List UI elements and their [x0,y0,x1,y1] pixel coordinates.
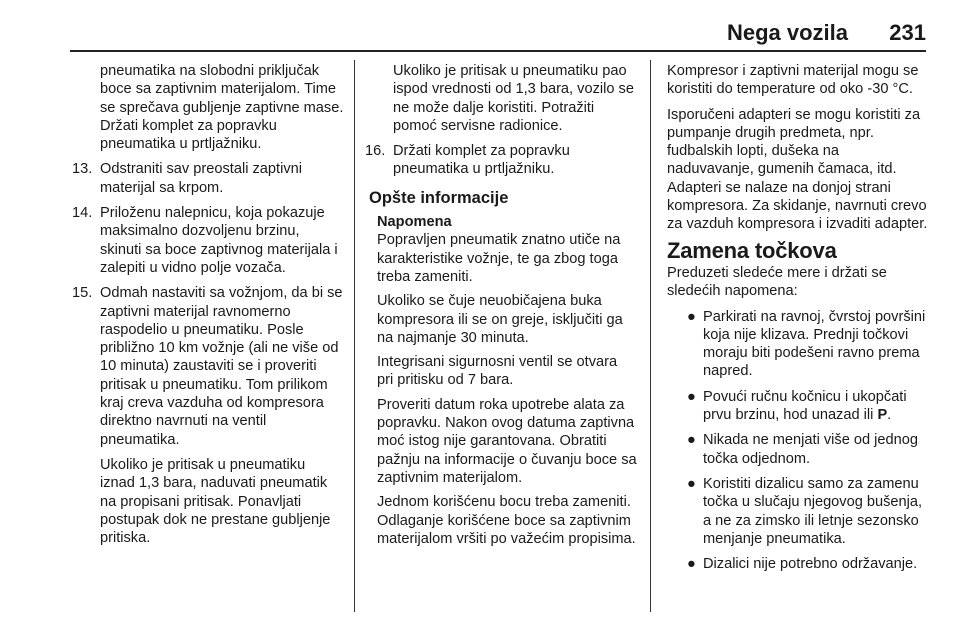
step-text: Odstraniti sav preostali zaptivni materijal sa krpom. [100,161,302,196]
list-item [677,475,929,548]
paragraph: Kompresor i zaptivni materijal mogu se koristiti do temperature od oko -30 °C. [667,63,919,98]
step-number: 15. [72,285,93,302]
step-text: Priloženu nalepnicu, koja pokazuje maksimalno dozvoljenu brzinu, skinuti sa boce zaptivnog materijala i zalepiti u vidno polje vozača. [100,205,338,276]
list-item [677,555,929,573]
chapter-heading: Zamena točkova [667,237,837,263]
note-heading: Napomena [377,214,452,231]
list-item [72,284,344,449]
section-heading: Opšte informacije [369,188,509,207]
paragraph: Integrisani sigurnosni ventil se otvara pri pritisku od 7 bara. [377,354,618,389]
list-item [677,388,929,425]
column-right [667,62,929,580]
column-middle [365,62,637,554]
bullet-text: Koristiti dizalicu samo za zamenu točka u slučaju njegovog bušenja, a ne za zimsko ili letnje sezonsko menjanje pneumatika. [703,475,923,547]
step-text: Odmah nastaviti sa vožnjom, da bi se zaptivni materijal ravnomerno raspodelio u pneumatiku. Posle približno 10 km vožnje (ali ne više od 10 minuta) zaustaviti se i proveriti pritisak u pneumatiku. Tom prilikom kraj creva vazduha od kompresora direktno navrnuti na ventil pneumatika. [100,285,343,448]
list-item [677,431,929,468]
section-title: Nega vozila [726,20,848,45]
step-number: 14. [72,205,93,222]
note-body [369,231,637,548]
paragraph: Popravljen pneumatik znatno utiče na karakteristike vožnje, te ga zbog toga treba zameniti. [377,232,621,285]
paragraph: Ukoliko je pritisak u pneumatiku iznad 1,3 bara, naduvati pneumatik na propisani pritisak. Ponavljati postupak dok ne prestane gubljenje pritiska. [100,456,331,547]
paragraph: Ukoliko se čuje neuobičajena buka kompresora ili se on greje, isključiti ga na najmanje 30 minuta. [377,293,623,346]
list-item [72,204,344,277]
header-divider [70,50,926,52]
column-left [72,62,344,554]
page-header [70,20,926,52]
bullet-text: Parkirati na ravnoj, čvrstoj površini koja nije klizava. Prednji točkovi moraju biti podešeni ravno prema napred. [703,308,926,380]
list-item [72,160,344,197]
list-item [365,142,637,179]
step-text: Držati komplet za popravku pneumatika u prtljažniku. [393,143,570,178]
bullet-icon: ● [687,308,696,325]
bullet-text: Dizalici nije potrebno održavanje. [703,556,918,573]
bullet-text: Nikada ne menjati više od jednog točka odjednom. [703,432,918,467]
bullet-icon: ● [687,432,696,449]
page-number: 231 [889,20,926,45]
step-number: 16. [365,143,386,160]
period: . [887,407,892,424]
bullet-icon: ● [687,556,696,573]
column-divider [650,60,651,612]
list-item [677,308,929,381]
column-divider [354,60,355,612]
paragraph: Isporučeni adapteri se mogu koristiti za pumpanje drugih predmeta, npr. fudbalskih lopti, dušeka na naduvavanje, gumenih čamaca, itd. Adapteri se nalaze na donjoj strani kompresora. Za skidanje, navrnuti crevo za vazduh kompresora i izvaditi adapter. [667,106,928,233]
intro-text: Preduzeti sledeće mere i držati se sledećih napomena: [667,264,887,300]
paragraph: Jednom korišćenu bocu treba zameniti. Odlaganje korišćene boce sa zaptivnim materijalom vršiti po važećim propisima. [377,494,636,547]
paragraph: Proveriti datum roka upotrebe alata za popravku. Nakon ovog datuma zaptivna moć istog nije garantovana. Obratiti pažnju na informacije o čuvanju boce sa zaptivnim materijalom. [377,396,637,486]
bullet-text: Povući ručnu kočnicu i ukopčati prvu brzinu, hod unazad ili [703,388,907,424]
continued-text: Ukoliko je pritisak u pneumatiku pao ispod vrednosti od 1,3 bara, vozilo se ne može dalje koristiti. Potražiti pomoć servisne radionice. [393,63,634,134]
bullet-list [667,308,929,574]
bullet-icon: ● [687,388,696,405]
bullet-icon: ● [687,475,696,492]
gear-symbol: P [877,407,888,424]
step-number: 13. [72,161,93,178]
continued-text: pneumatika na slobodni priključak boce sa zaptivnim materijalom. Time se sprečava gubljenje zaptivne mase. Držati komplet za popravku pneumatika u prtljažniku. [100,63,344,153]
